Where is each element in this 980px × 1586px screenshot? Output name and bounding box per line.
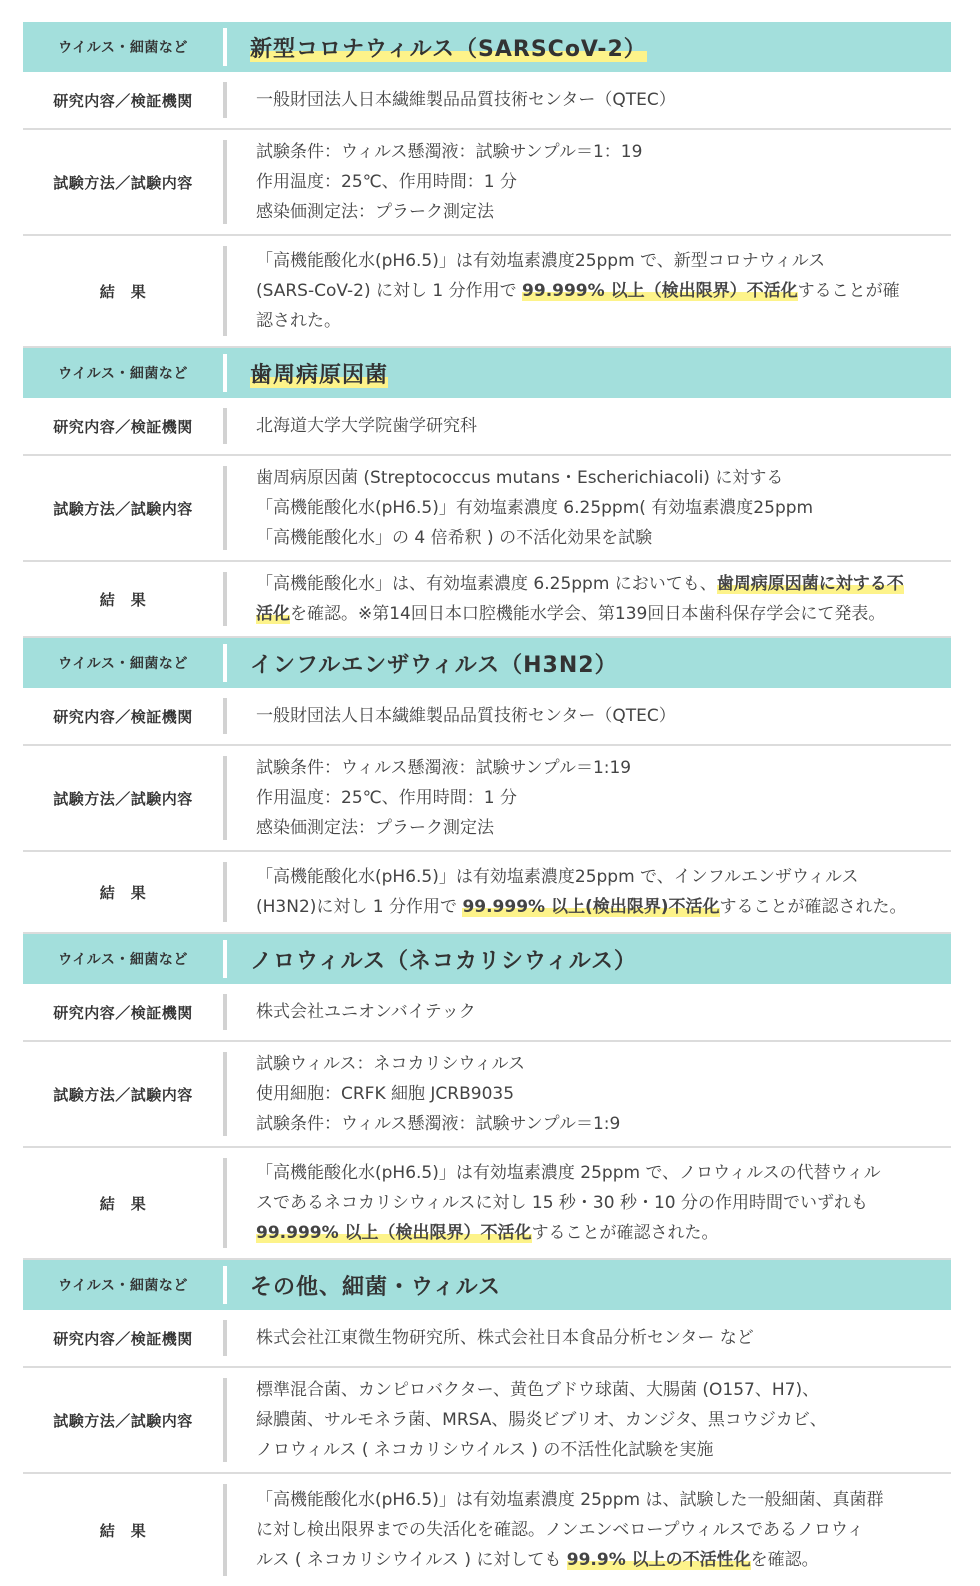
section-norovirus <box>23 934 951 1260</box>
org-row <box>23 1310 951 1368</box>
result-highlight: 歯周病原因菌に対する不 <box>716 574 904 594</box>
section-covid <box>23 22 951 348</box>
org-label: 研究内容／検証機関 <box>53 1003 193 1022</box>
method-label: 試験方法／試験内容 <box>53 173 193 192</box>
org-text: 株式会社ユニオンバイテック <box>256 1002 476 1022</box>
result-highlight: 99.999% 以上（検出限界）不活化 <box>256 1223 532 1243</box>
method-text <box>227 137 951 227</box>
result-text-segment: (SARS-CoV-2) に対し 1 分作用で <box>256 281 523 301</box>
result-line: 「高機能酸化水(pH6.5)」は有効塩素濃度25ppm で、新型コロナウィルス <box>256 251 826 271</box>
method-line: 作用温度：25℃、作用時間：1 分 <box>256 788 517 808</box>
result-text-segment: (H3N2)に対し 1 分作用で <box>256 897 463 917</box>
result-text <box>227 569 951 629</box>
method-line: 「高機能酸化水(pH6.5)」有効塩素濃度 6.25ppm( 有効塩素濃度25ppm <box>256 498 814 518</box>
result-text <box>227 246 951 336</box>
method-line: 標準混合菌、カンピロバクター、黄色ブドウ球菌、大腸菌 (O157、H7)、 <box>256 1380 820 1400</box>
result-line: 「高機能酸化水(pH6.5)」は有効塩素濃度 25ppm は、試験した一般細菌、真菌群 <box>256 1490 884 1510</box>
result-highlight: 活化 <box>256 604 290 624</box>
section-periodontal <box>23 348 951 638</box>
method-row <box>23 456 951 562</box>
result-text <box>227 1158 951 1248</box>
method-line: 試験ウィルス：ネコカリシウィルス <box>256 1054 525 1074</box>
org-row <box>23 688 951 746</box>
result-row <box>23 852 951 934</box>
org-text: 北海道大学大学院歯学研究科 <box>256 416 477 436</box>
method-line: 試験条件：ウィルス懸濁液：試験サンプル＝1:19 <box>256 758 632 778</box>
result-label: 結 果 <box>99 883 147 902</box>
result-line: 「高機能酸化水(pH6.5)」は有効塩素濃度 25ppm で、ノロウィルスの代替ウィル <box>256 1163 881 1183</box>
section-header <box>23 934 951 984</box>
result-line <box>256 1218 951 1248</box>
title-highlight: 歯周病原因菌 <box>250 362 389 388</box>
org-row <box>23 398 951 456</box>
result-row <box>23 1148 951 1260</box>
method-text <box>227 1049 951 1139</box>
result-text-segment: 「高機能酸化水」は、有効塩素濃度 6.25ppm においても、 <box>256 574 717 594</box>
category-label: ウイルス・細菌など <box>58 366 188 382</box>
section-header <box>23 638 951 688</box>
org-row <box>23 984 951 1042</box>
method-line: 使用細胞：CRFK 細胞 JCRB9035 <box>256 1084 515 1104</box>
result-label: 結 果 <box>99 1194 147 1213</box>
title-highlight: 新型コロナウィルス（SARSCoV-2） <box>250 36 647 62</box>
category-label: ウイルス・細菌など <box>58 1278 188 1294</box>
section-header <box>23 348 951 398</box>
section-title <box>227 358 388 389</box>
category-label: ウイルス・細菌など <box>58 952 188 968</box>
result-row <box>23 562 951 638</box>
section-influenza <box>23 638 951 934</box>
org-label: 研究内容／検証機関 <box>53 417 193 436</box>
method-line: 感染価測定法：プラーク測定法 <box>256 818 494 838</box>
result-text-segment: ルス ( ネコカリシウイルス ) に対しても <box>256 1550 567 1570</box>
result-line <box>256 892 951 922</box>
method-text <box>227 463 951 553</box>
section-title <box>227 32 647 63</box>
section-title: ノロウィルス（ネコカリシウィルス） <box>250 948 638 974</box>
result-line <box>256 276 951 306</box>
result-text-segment: することが確認された。 <box>719 897 907 917</box>
section-header <box>23 1260 951 1310</box>
result-line: スであるネコカリシウィルスに対し 15 秒・30 秒・10 分の作用時間でいずれも <box>256 1193 868 1213</box>
category-label: ウイルス・細菌など <box>58 656 188 672</box>
result-highlight: 99.999% 以上（検出限界）不活化 <box>522 281 798 301</box>
method-row <box>23 1042 951 1148</box>
method-label: 試験方法／試験内容 <box>53 789 193 808</box>
org-label: 研究内容／検証機関 <box>53 1329 193 1348</box>
result-line: 認された。 <box>256 311 341 331</box>
org-row <box>23 72 951 130</box>
result-row <box>23 1474 951 1586</box>
org-text: 株式会社江東微生物研究所、株式会社日本食品分析センター など <box>256 1328 754 1348</box>
method-line: 試験条件：ウィルス懸濁液：試験サンプル＝1:9 <box>256 1114 621 1134</box>
result-line <box>256 569 951 599</box>
method-line: 「高機能酸化水」の 4 倍希釈 ) の不活化効果を試験 <box>256 528 653 548</box>
category-label: ウイルス・細菌など <box>58 40 188 56</box>
method-line: 作用温度：25℃、作用時間：1 分 <box>256 172 517 192</box>
result-text <box>227 862 951 922</box>
result-highlight: 99.999% 以上(検出限界)不活化 <box>462 897 720 917</box>
result-line: 「高機能酸化水(pH6.5)」は有効塩素濃度25ppm で、インフルエンザウィルス <box>256 867 859 887</box>
result-text <box>227 1485 951 1575</box>
method-row <box>23 130 951 236</box>
section-other <box>23 1260 951 1586</box>
result-row <box>23 236 951 348</box>
results-table <box>23 22 951 1586</box>
method-row <box>23 746 951 852</box>
method-row <box>23 1368 951 1474</box>
result-text-segment: することが確認された。 <box>531 1223 719 1243</box>
result-text-segment: することが確 <box>797 281 900 301</box>
org-text: 一般財団法人日本繊維製品品質技術センター（QTEC） <box>256 706 676 726</box>
result-label: 結 果 <box>99 282 147 301</box>
org-label: 研究内容／検証機関 <box>53 91 193 110</box>
result-label: 結 果 <box>99 590 147 609</box>
org-label: 研究内容／検証機関 <box>53 707 193 726</box>
method-line: 緑膿菌、サルモネラ菌、MRSA、腸炎ビブリオ、カンジタ、黒コウジカビ、 <box>256 1410 827 1430</box>
method-line: ノロウィルス ( ネコカリシウイルス ) の不活性化試験を実施 <box>256 1440 714 1460</box>
method-label: 試験方法／試験内容 <box>53 1411 193 1430</box>
method-line: 歯周病原因菌 (Streptococcus mutans・Escherichiacoli) に対する <box>256 468 784 488</box>
result-line <box>256 1545 951 1575</box>
result-line <box>256 599 951 629</box>
result-line: に対し検出限界までの失活化を確認。ノンエンベロープウィルスであるノロウィ <box>256 1520 864 1540</box>
result-label: 結 果 <box>99 1521 147 1540</box>
method-line: 感染価測定法：プラーク測定法 <box>256 202 494 222</box>
section-title: インフルエンザウィルス（H3N2） <box>250 652 618 678</box>
result-highlight: 99.9% 以上の不活性化 <box>566 1550 751 1570</box>
section-header <box>23 22 951 72</box>
method-line: 試験条件：ウィルス懸濁液：試験サンプル＝1：19 <box>256 142 643 162</box>
result-text-segment: を確認。※第14回日本口腔機能水学会、第139回日本歯科保存学会にて発表。 <box>290 604 886 624</box>
method-label: 試験方法／試験内容 <box>53 1085 193 1104</box>
method-label: 試験方法／試験内容 <box>53 499 193 518</box>
result-text-segment: を確認。 <box>750 1550 819 1570</box>
method-text <box>227 1375 951 1465</box>
section-title: その他、細菌・ウィルス <box>250 1274 502 1300</box>
method-text <box>227 753 951 843</box>
org-text: 一般財団法人日本繊維製品品質技術センター（QTEC） <box>256 90 676 110</box>
